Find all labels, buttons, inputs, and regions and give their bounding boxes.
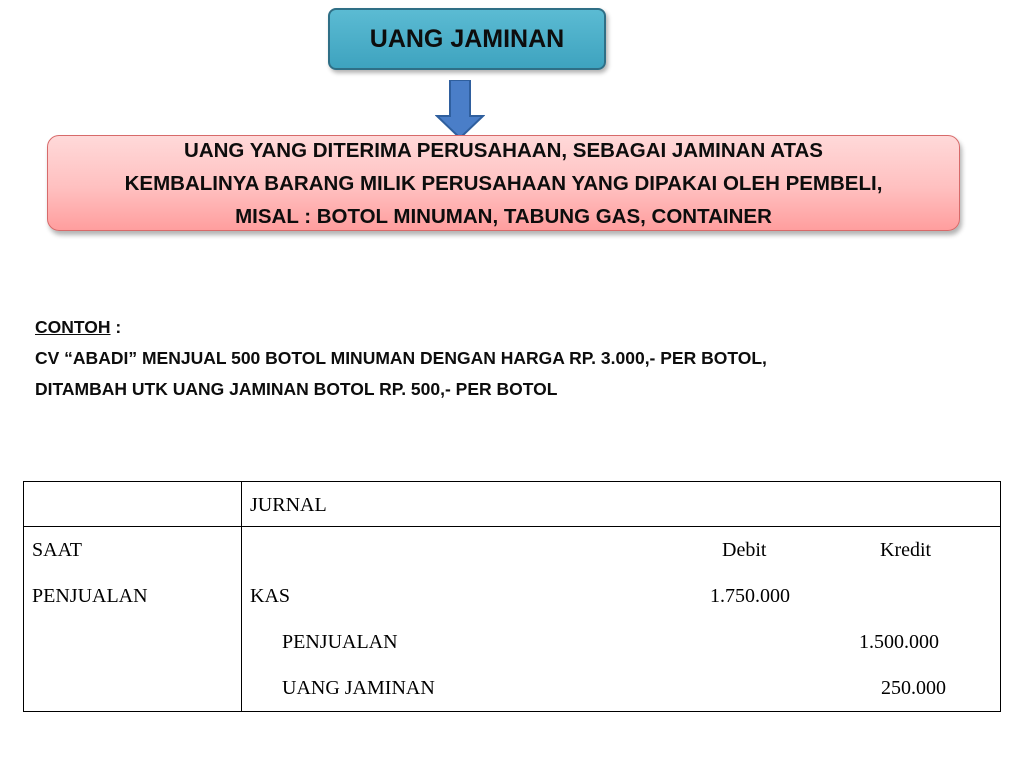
entry-row xyxy=(242,573,1000,619)
title-box xyxy=(328,8,606,70)
example-line-1: CV “ABADI” MENJUAL 500 BOTOL MINUMAN DENGAN HARGA RP. 3.000,- PER BOTOL, xyxy=(35,348,767,368)
entry-account: PENJUALAN xyxy=(282,631,398,653)
label-penjualan: PENJUALAN xyxy=(32,585,148,607)
label-saat: SAAT xyxy=(32,539,83,561)
transaction-label-cell xyxy=(24,527,242,712)
example-block xyxy=(35,312,995,405)
definition-box xyxy=(47,135,960,231)
example-label-suffix: : xyxy=(110,317,122,337)
down-arrow-icon xyxy=(435,80,485,140)
kredit-header: Kredit xyxy=(880,539,932,561)
entry-account: UANG JAMINAN xyxy=(282,677,435,699)
definition-text: UANG YANG DITERIMA PERUSAHAAN, SEBAGAI JAMINAN ATAS KEMBALINYA BARANG MILIK PERUSAHAAN YANG DIPAKAI OLEH PEMBELI, MISAL : BOTOL MINUMAN, TABUNG GAS, CONTAINER xyxy=(124,138,883,228)
entries-cell xyxy=(242,527,1001,712)
journal-table xyxy=(23,481,1001,712)
example-heading xyxy=(35,312,995,343)
entry-row xyxy=(242,665,1000,711)
label-row-1 xyxy=(24,527,241,573)
page-title: UANG JAMINAN xyxy=(369,24,565,53)
journal-header: JURNAL xyxy=(250,494,327,516)
journal-header-row xyxy=(24,482,1001,527)
entry-account: KAS xyxy=(250,585,291,607)
header-empty-cell xyxy=(24,482,242,527)
debit-header: Debit xyxy=(722,539,767,561)
journal-body-row xyxy=(24,527,1001,712)
entry-kredit: 250.000 xyxy=(881,677,946,699)
example-label: CONTOH xyxy=(35,317,111,337)
entry-debit: 1.750.000 xyxy=(710,585,790,607)
label-row-2 xyxy=(24,573,241,619)
example-line-2: DITAMBAH UTK UANG JAMINAN BOTOL RP. 500,- PER BOTOL xyxy=(35,379,558,399)
column-header-row xyxy=(242,527,1000,573)
entry-row xyxy=(242,619,1000,665)
header-cell xyxy=(242,482,1001,527)
entry-kredit: 1.500.000 xyxy=(859,631,939,653)
